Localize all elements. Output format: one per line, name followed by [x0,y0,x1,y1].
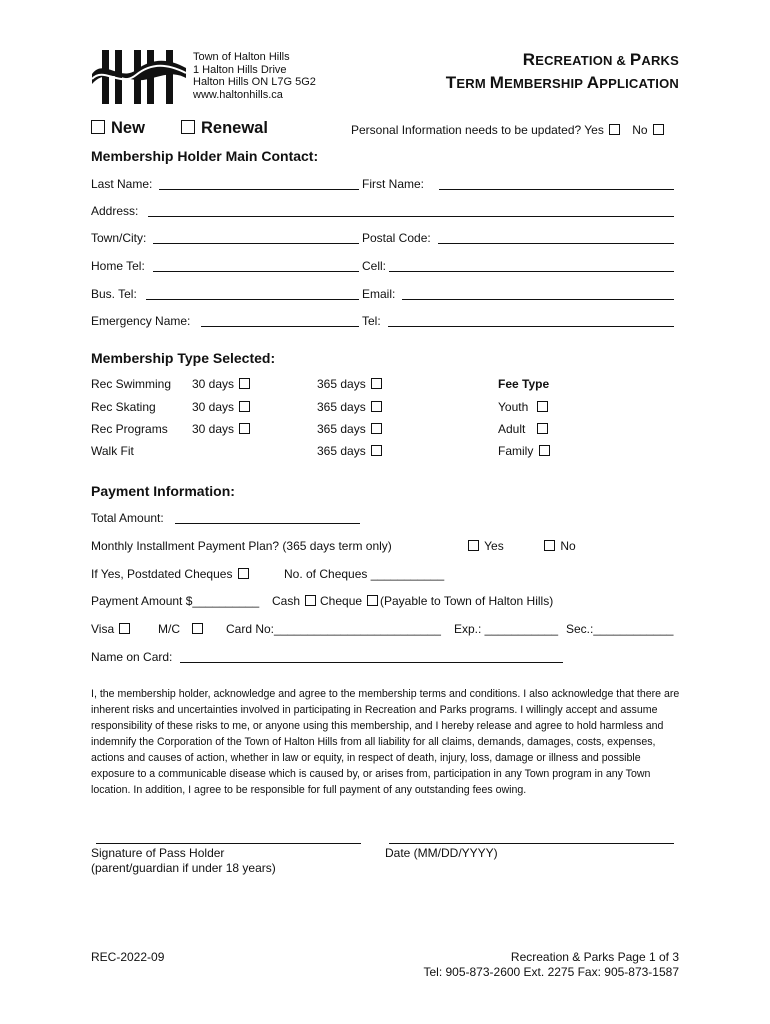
programs-365-option[interactable]: 365 days [317,422,384,436]
payment-amount-field[interactable]: Payment Amount $__________ [91,594,260,608]
checkbox[interactable] [539,445,550,456]
walkfit-365-option[interactable]: 365 days [317,444,384,458]
installment-yes-option[interactable]: Yes [466,539,504,553]
date-label: Date (MM/DD/YYYY) [385,846,498,860]
visa-option[interactable]: Visa [91,622,132,636]
total-amount-field[interactable] [175,523,360,524]
last-name-field[interactable] [159,189,359,190]
membership-heading: Membership Type Selected: [91,350,276,366]
cell-label: Cell: [362,259,387,273]
card-no-field[interactable]: Card No:_________________________ [226,622,441,636]
org-city: Halton Hills ON L7G 5G2 [193,76,316,88]
postal-code-field[interactable] [438,243,674,244]
skate-30-option[interactable]: 30 days [192,400,252,414]
installment-no-option[interactable]: No [542,539,576,553]
installment-question: Monthly Installment Payment Plan? (365 days term only) [91,539,392,553]
checkbox[interactable] [239,423,250,434]
new-checkbox[interactable] [91,120,105,134]
signature-label: Signature of Pass Holder [91,846,225,860]
address-label: Address: [91,204,139,218]
town-city-label: Town/City: [91,231,147,245]
fee-adult-option[interactable]: Adult [498,422,550,436]
fee-type-heading: Fee Type [498,377,550,391]
org-name: Town of Halton Hills [193,51,290,63]
name-on-card-label: Name on Card: [91,650,173,664]
checkbox[interactable] [119,623,130,634]
membership-name: Rec Swimming [91,377,172,391]
membership-name: Walk Fit [91,444,134,458]
checkbox[interactable] [537,401,548,412]
signature-field[interactable] [96,843,361,844]
checkbox[interactable] [192,623,203,634]
emergency-name-label: Emergency Name: [91,314,191,328]
checkbox[interactable] [239,378,250,389]
renewal-checkbox[interactable] [181,120,195,134]
postdated-option[interactable]: If Yes, Postdated Cheques [91,567,251,581]
checkbox[interactable] [544,540,555,551]
swim-365-option[interactable]: 365 days [317,377,384,391]
town-logo [90,48,188,106]
mc-option[interactable]: M/C [158,622,205,636]
checkbox[interactable] [537,423,548,434]
page-title-line2: TERM MEMBERSHIP APPLICATION [445,73,679,92]
payable-note: (Payable to Town of Halton Hills) [380,594,554,608]
renewal-option[interactable]: Renewal [181,119,268,138]
update-yes-checkbox[interactable] [609,124,620,135]
bus-tel-label: Bus. Tel: [91,287,137,301]
checkbox[interactable] [371,401,382,412]
email-field[interactable] [402,299,674,300]
home-tel-field[interactable] [153,271,359,272]
checkbox[interactable] [367,595,378,606]
cash-option[interactable]: Cash [272,594,318,608]
update-no-checkbox[interactable] [653,124,664,135]
emergency-name-field[interactable] [201,326,359,327]
name-on-card-field[interactable] [180,662,563,663]
checkbox[interactable] [371,423,382,434]
checkbox[interactable] [238,568,249,579]
update-question: Personal Information needs to be updated? Yes No [351,123,666,137]
page-title-line1: RECREATION & PARKS [522,50,679,69]
checkbox[interactable] [239,401,250,412]
home-tel-label: Home Tel: [91,259,145,273]
first-name-label: First Name: [362,177,425,191]
page-label: Recreation & Parks Page 1 of 3 [510,950,679,964]
fee-youth-option[interactable]: Youth [498,400,550,414]
no-of-cheques-field[interactable]: No. of Cheques ___________ [284,567,445,581]
org-street: 1 Halton Hills Drive [193,63,287,76]
date-field[interactable] [389,843,674,844]
form-code: REC-2022-09 [91,950,165,964]
tel-label: Tel: [362,314,381,328]
fee-family-option[interactable]: Family [498,444,552,458]
email-label: Email: [362,287,396,301]
cell-field[interactable] [389,271,674,272]
swim-30-option[interactable]: 30 days [192,377,252,391]
total-amount-label: Total Amount: [91,511,164,525]
contact-heading: Membership Holder Main Contact: [91,148,319,164]
checkbox[interactable] [371,445,382,456]
footer-contact: Tel: 905-873-2600 Ext. 2275 Fax: 905-873-1587 [423,965,679,979]
payment-heading: Payment Information: [91,483,235,499]
checkbox[interactable] [468,540,479,551]
postal-code-label: Postal Code: [362,231,431,245]
skate-365-option[interactable]: 365 days [317,400,384,414]
cheque-option[interactable]: Cheque [320,594,380,608]
checkbox[interactable] [371,378,382,389]
org-website: www.haltonhills.ca [193,88,283,101]
town-city-field[interactable] [153,243,359,244]
waiver-paragraph: I, the membership holder, acknowledge and agree to the membership terms and conditions. I also acknowledge that there are inherent risks and uncertainties involved in participating in Recreation and Parks programs. I willingly accept and assume responsibility of these risks to me, or anyone using this membership, and I hereby release and agree to hold harmless and indemnify the Corporation of the Town of Halton Hills from all liability for all claims, demands, damages, costs, expenses, actions and causes of action, whether in law or equity, in respect of death, injury, loss, damage or illness and possible exposure to a communicable disease which is caused by, or arises from, participation in any Town program in any Town location. In addition, I agree to be responsible for full payment of any outstanding fees owing. [91,688,680,796]
first-name-field[interactable] [439,189,674,190]
sec-field[interactable]: Sec.:____________ [566,622,674,636]
org-address-block [193,51,316,101]
membership-name: Rec Skating [91,400,156,414]
last-name-label: Last Name: [91,177,153,191]
guardian-label: (parent/guardian if under 18 years) [91,861,276,875]
emergency-tel-field[interactable] [388,326,674,327]
exp-field[interactable]: Exp.: ___________ [454,622,559,636]
membership-name: Rec Programs [91,422,168,436]
new-option[interactable]: New [91,119,145,138]
address-field[interactable] [148,216,674,217]
programs-30-option[interactable]: 30 days [192,422,252,436]
checkbox[interactable] [305,595,316,606]
bus-tel-field[interactable] [146,299,359,300]
